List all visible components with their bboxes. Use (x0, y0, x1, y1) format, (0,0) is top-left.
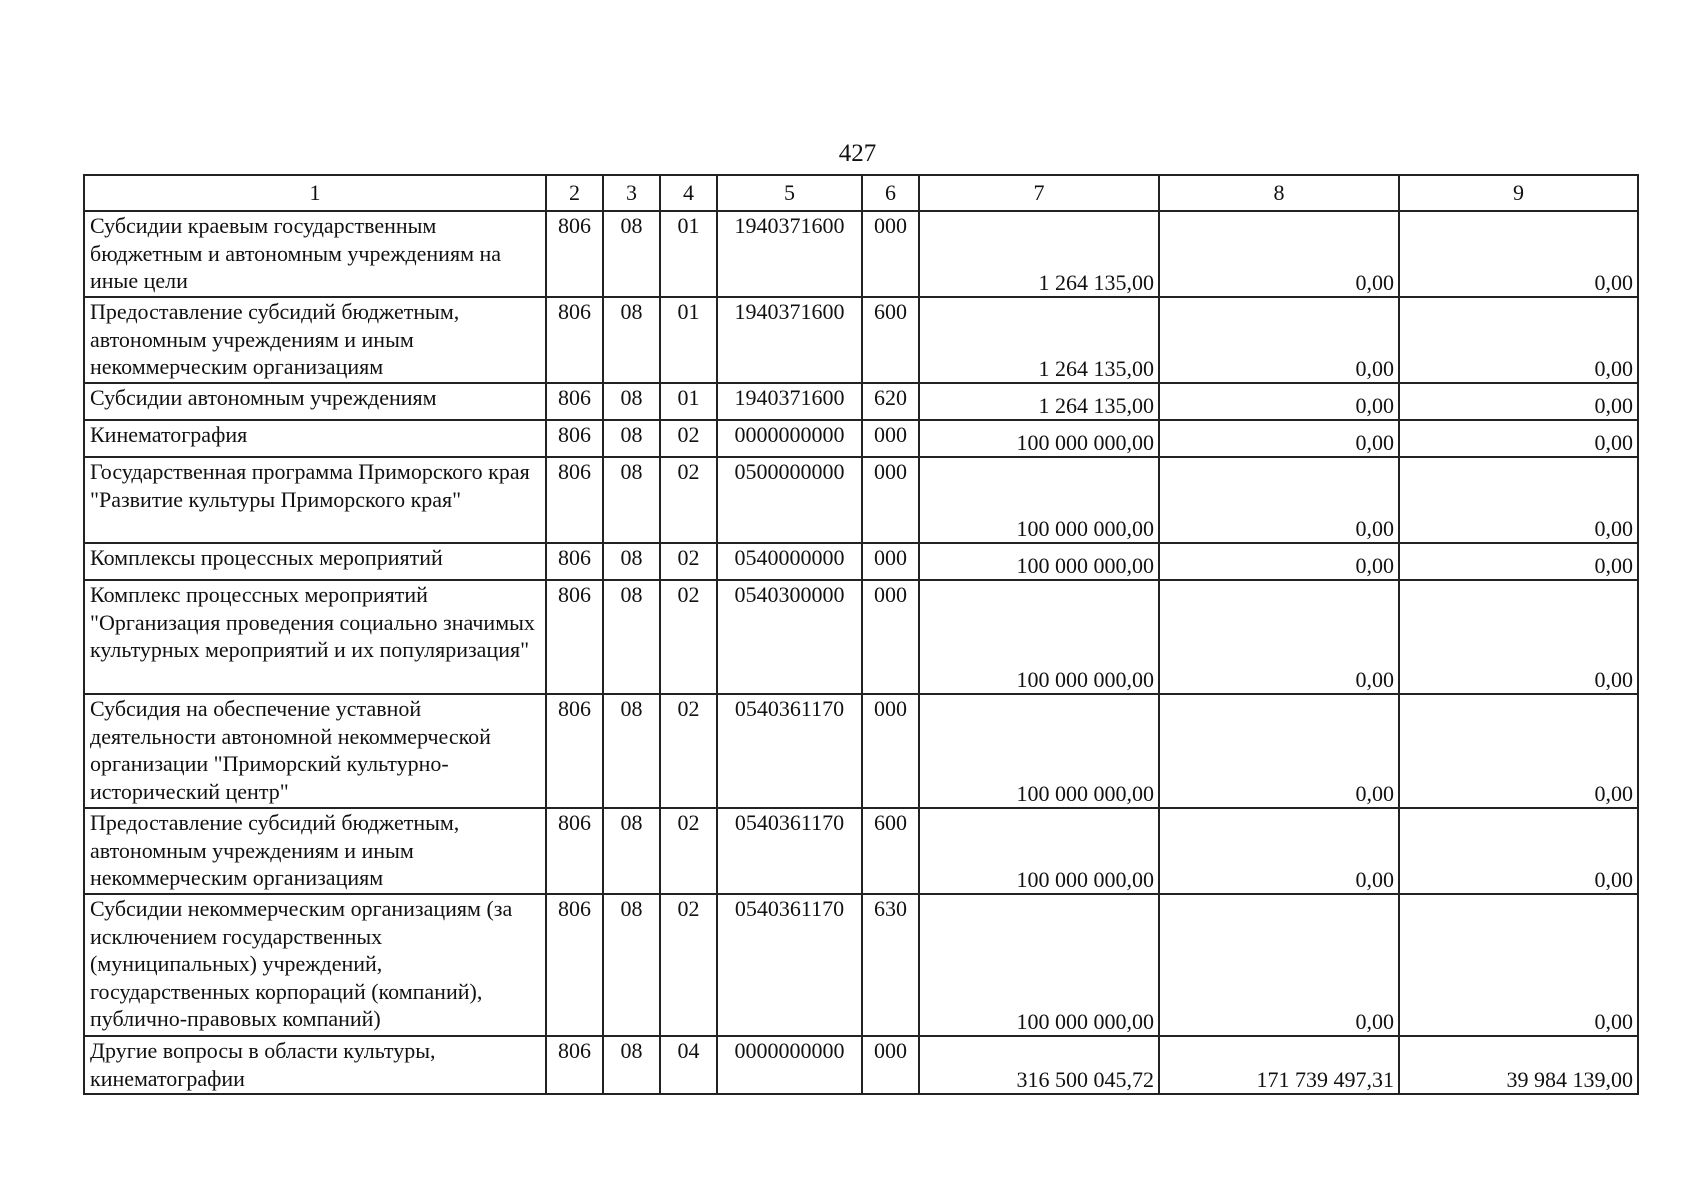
subsection-code: 02 (660, 420, 717, 457)
amount-col-9: 0,00 (1399, 297, 1638, 383)
column-header-4: 4 (660, 175, 717, 211)
amount-col-8: 171 739 497,31 (1159, 1036, 1399, 1094)
subsection-code: 02 (660, 580, 717, 694)
column-header-8: 8 (1159, 175, 1399, 211)
subsection-code: 01 (660, 211, 717, 297)
amount-col-7: 100 000 000,00 (919, 457, 1159, 543)
amount-col-9: 0,00 (1399, 894, 1638, 1036)
table-row (84, 580, 1638, 694)
admin-code: 806 (546, 543, 603, 580)
amount-col-9: 0,00 (1399, 211, 1638, 297)
table-row (84, 297, 1638, 383)
page-number: 427 (838, 140, 877, 167)
section-code: 08 (603, 580, 660, 694)
subsection-code: 01 (660, 383, 717, 420)
amount-col-7: 100 000 000,00 (919, 580, 1159, 694)
amount-col-9: 0,00 (1399, 383, 1638, 420)
admin-code: 806 (546, 808, 603, 894)
subsection-code: 02 (660, 808, 717, 894)
target-article-code: 0000000000 (717, 420, 862, 457)
amount-col-7: 1 264 135,00 (919, 297, 1159, 383)
target-article-code: 1940371600 (717, 383, 862, 420)
column-header-9: 9 (1399, 175, 1638, 211)
expense-type-code: 000 (862, 694, 919, 808)
row-name: Субсидии автономным учреждениям (84, 383, 546, 420)
target-article-code: 0540361170 (717, 694, 862, 808)
target-article-code: 0000000000 (717, 1036, 862, 1094)
row-name: Предоставление субсидий бюджетным, автономным учреждениям и иным некоммерческим организациям (84, 808, 546, 894)
admin-code: 806 (546, 297, 603, 383)
amount-col-7: 100 000 000,00 (919, 894, 1159, 1036)
target-article-code: 1940371600 (717, 211, 862, 297)
amount-col-7: 316 500 045,72 (919, 1036, 1159, 1094)
subsection-code: 02 (660, 457, 717, 543)
admin-code: 806 (546, 420, 603, 457)
subsection-code: 02 (660, 694, 717, 808)
row-name: Субсидии краевым государственным бюджетным и автономным учреждениям на иные цели (84, 211, 546, 297)
amount-col-7: 100 000 000,00 (919, 694, 1159, 808)
expense-type-code: 000 (862, 580, 919, 694)
table-row (84, 457, 1638, 543)
admin-code: 806 (546, 1036, 603, 1094)
amount-col-7: 100 000 000,00 (919, 543, 1159, 580)
target-article-code: 0540000000 (717, 543, 862, 580)
row-name: Кинематография (84, 420, 546, 457)
amount-col-9: 0,00 (1399, 543, 1638, 580)
amount-col-9: 0,00 (1399, 580, 1638, 694)
admin-code: 806 (546, 894, 603, 1036)
table-row (84, 808, 1638, 894)
row-name: Субсидия на обеспечение уставной деятельности автономной некоммерческой организации "Приморский культурно-исторический центр" (84, 694, 546, 808)
section-code: 08 (603, 543, 660, 580)
row-name: Комплекс процессных мероприятий "Организация проведения социально значимых культурных мероприятий и их популяризация" (84, 580, 546, 694)
section-code: 08 (603, 894, 660, 1036)
row-name: Другие вопросы в области культуры, кинематографии (84, 1036, 546, 1094)
amount-col-8: 0,00 (1159, 808, 1399, 894)
section-code: 08 (603, 420, 660, 457)
admin-code: 806 (546, 383, 603, 420)
row-name: Комплексы процессных мероприятий (84, 543, 546, 580)
amount-col-7: 100 000 000,00 (919, 420, 1159, 457)
expense-type-code: 000 (862, 1036, 919, 1094)
section-code: 08 (603, 457, 660, 543)
amount-col-7: 1 264 135,00 (919, 383, 1159, 420)
row-name: Государственная программа Приморского края "Развитие культуры Приморского края" (84, 457, 546, 543)
amount-col-8: 0,00 (1159, 420, 1399, 457)
table-row (84, 211, 1638, 297)
amount-col-9: 0,00 (1399, 694, 1638, 808)
amount-col-8: 0,00 (1159, 297, 1399, 383)
target-article-code: 1940371600 (717, 297, 862, 383)
subsection-code: 04 (660, 1036, 717, 1094)
column-header-6: 6 (862, 175, 919, 211)
section-code: 08 (603, 808, 660, 894)
row-name: Субсидии некоммерческим организациям (за исключением государственных (муниципальных) учреждений, государственных корпораций (компаний), публично-правовых компаний) (84, 894, 546, 1036)
admin-code: 806 (546, 580, 603, 694)
amount-col-8: 0,00 (1159, 543, 1399, 580)
amount-col-9: 0,00 (1399, 808, 1638, 894)
table-row (84, 894, 1638, 1036)
expense-type-code: 000 (862, 211, 919, 297)
table-row (84, 694, 1638, 808)
column-header-3: 3 (603, 175, 660, 211)
column-header-1: 1 (84, 175, 546, 211)
admin-code: 806 (546, 694, 603, 808)
target-article-code: 0540361170 (717, 808, 862, 894)
amount-col-8: 0,00 (1159, 211, 1399, 297)
column-header-2: 2 (546, 175, 603, 211)
target-article-code: 0540300000 (717, 580, 862, 694)
amount-col-8: 0,00 (1159, 580, 1399, 694)
table-row (84, 543, 1638, 580)
target-article-code: 0500000000 (717, 457, 862, 543)
subsection-code: 01 (660, 297, 717, 383)
amount-col-7: 100 000 000,00 (919, 808, 1159, 894)
amount-col-8: 0,00 (1159, 383, 1399, 420)
section-code: 08 (603, 1036, 660, 1094)
section-code: 08 (603, 297, 660, 383)
amount-col-9: 0,00 (1399, 420, 1638, 457)
amount-col-8: 0,00 (1159, 457, 1399, 543)
table-row (84, 383, 1638, 420)
expense-type-code: 000 (862, 457, 919, 543)
expense-type-code: 620 (862, 383, 919, 420)
table-row (84, 420, 1638, 457)
amount-col-8: 0,00 (1159, 894, 1399, 1036)
subsection-code: 02 (660, 543, 717, 580)
expense-type-code: 630 (862, 894, 919, 1036)
header-row (84, 175, 1638, 211)
amount-col-9: 0,00 (1399, 457, 1638, 543)
column-header-7: 7 (919, 175, 1159, 211)
expense-type-code: 000 (862, 543, 919, 580)
row-name: Предоставление субсидий бюджетным, автономным учреждениям и иным некоммерческим организациям (84, 297, 546, 383)
admin-code: 806 (546, 457, 603, 543)
section-code: 08 (603, 211, 660, 297)
amount-col-9: 39 984 139,00 (1399, 1036, 1638, 1094)
amount-col-8: 0,00 (1159, 694, 1399, 808)
expense-type-code: 000 (862, 420, 919, 457)
expense-type-code: 600 (862, 297, 919, 383)
section-code: 08 (603, 694, 660, 808)
table-row (84, 1036, 1638, 1094)
admin-code: 806 (546, 211, 603, 297)
budget-table (83, 174, 1639, 1095)
target-article-code: 0540361170 (717, 894, 862, 1036)
subsection-code: 02 (660, 894, 717, 1036)
section-code: 08 (603, 383, 660, 420)
amount-col-7: 1 264 135,00 (919, 211, 1159, 297)
column-header-5: 5 (717, 175, 862, 211)
expense-type-code: 600 (862, 808, 919, 894)
